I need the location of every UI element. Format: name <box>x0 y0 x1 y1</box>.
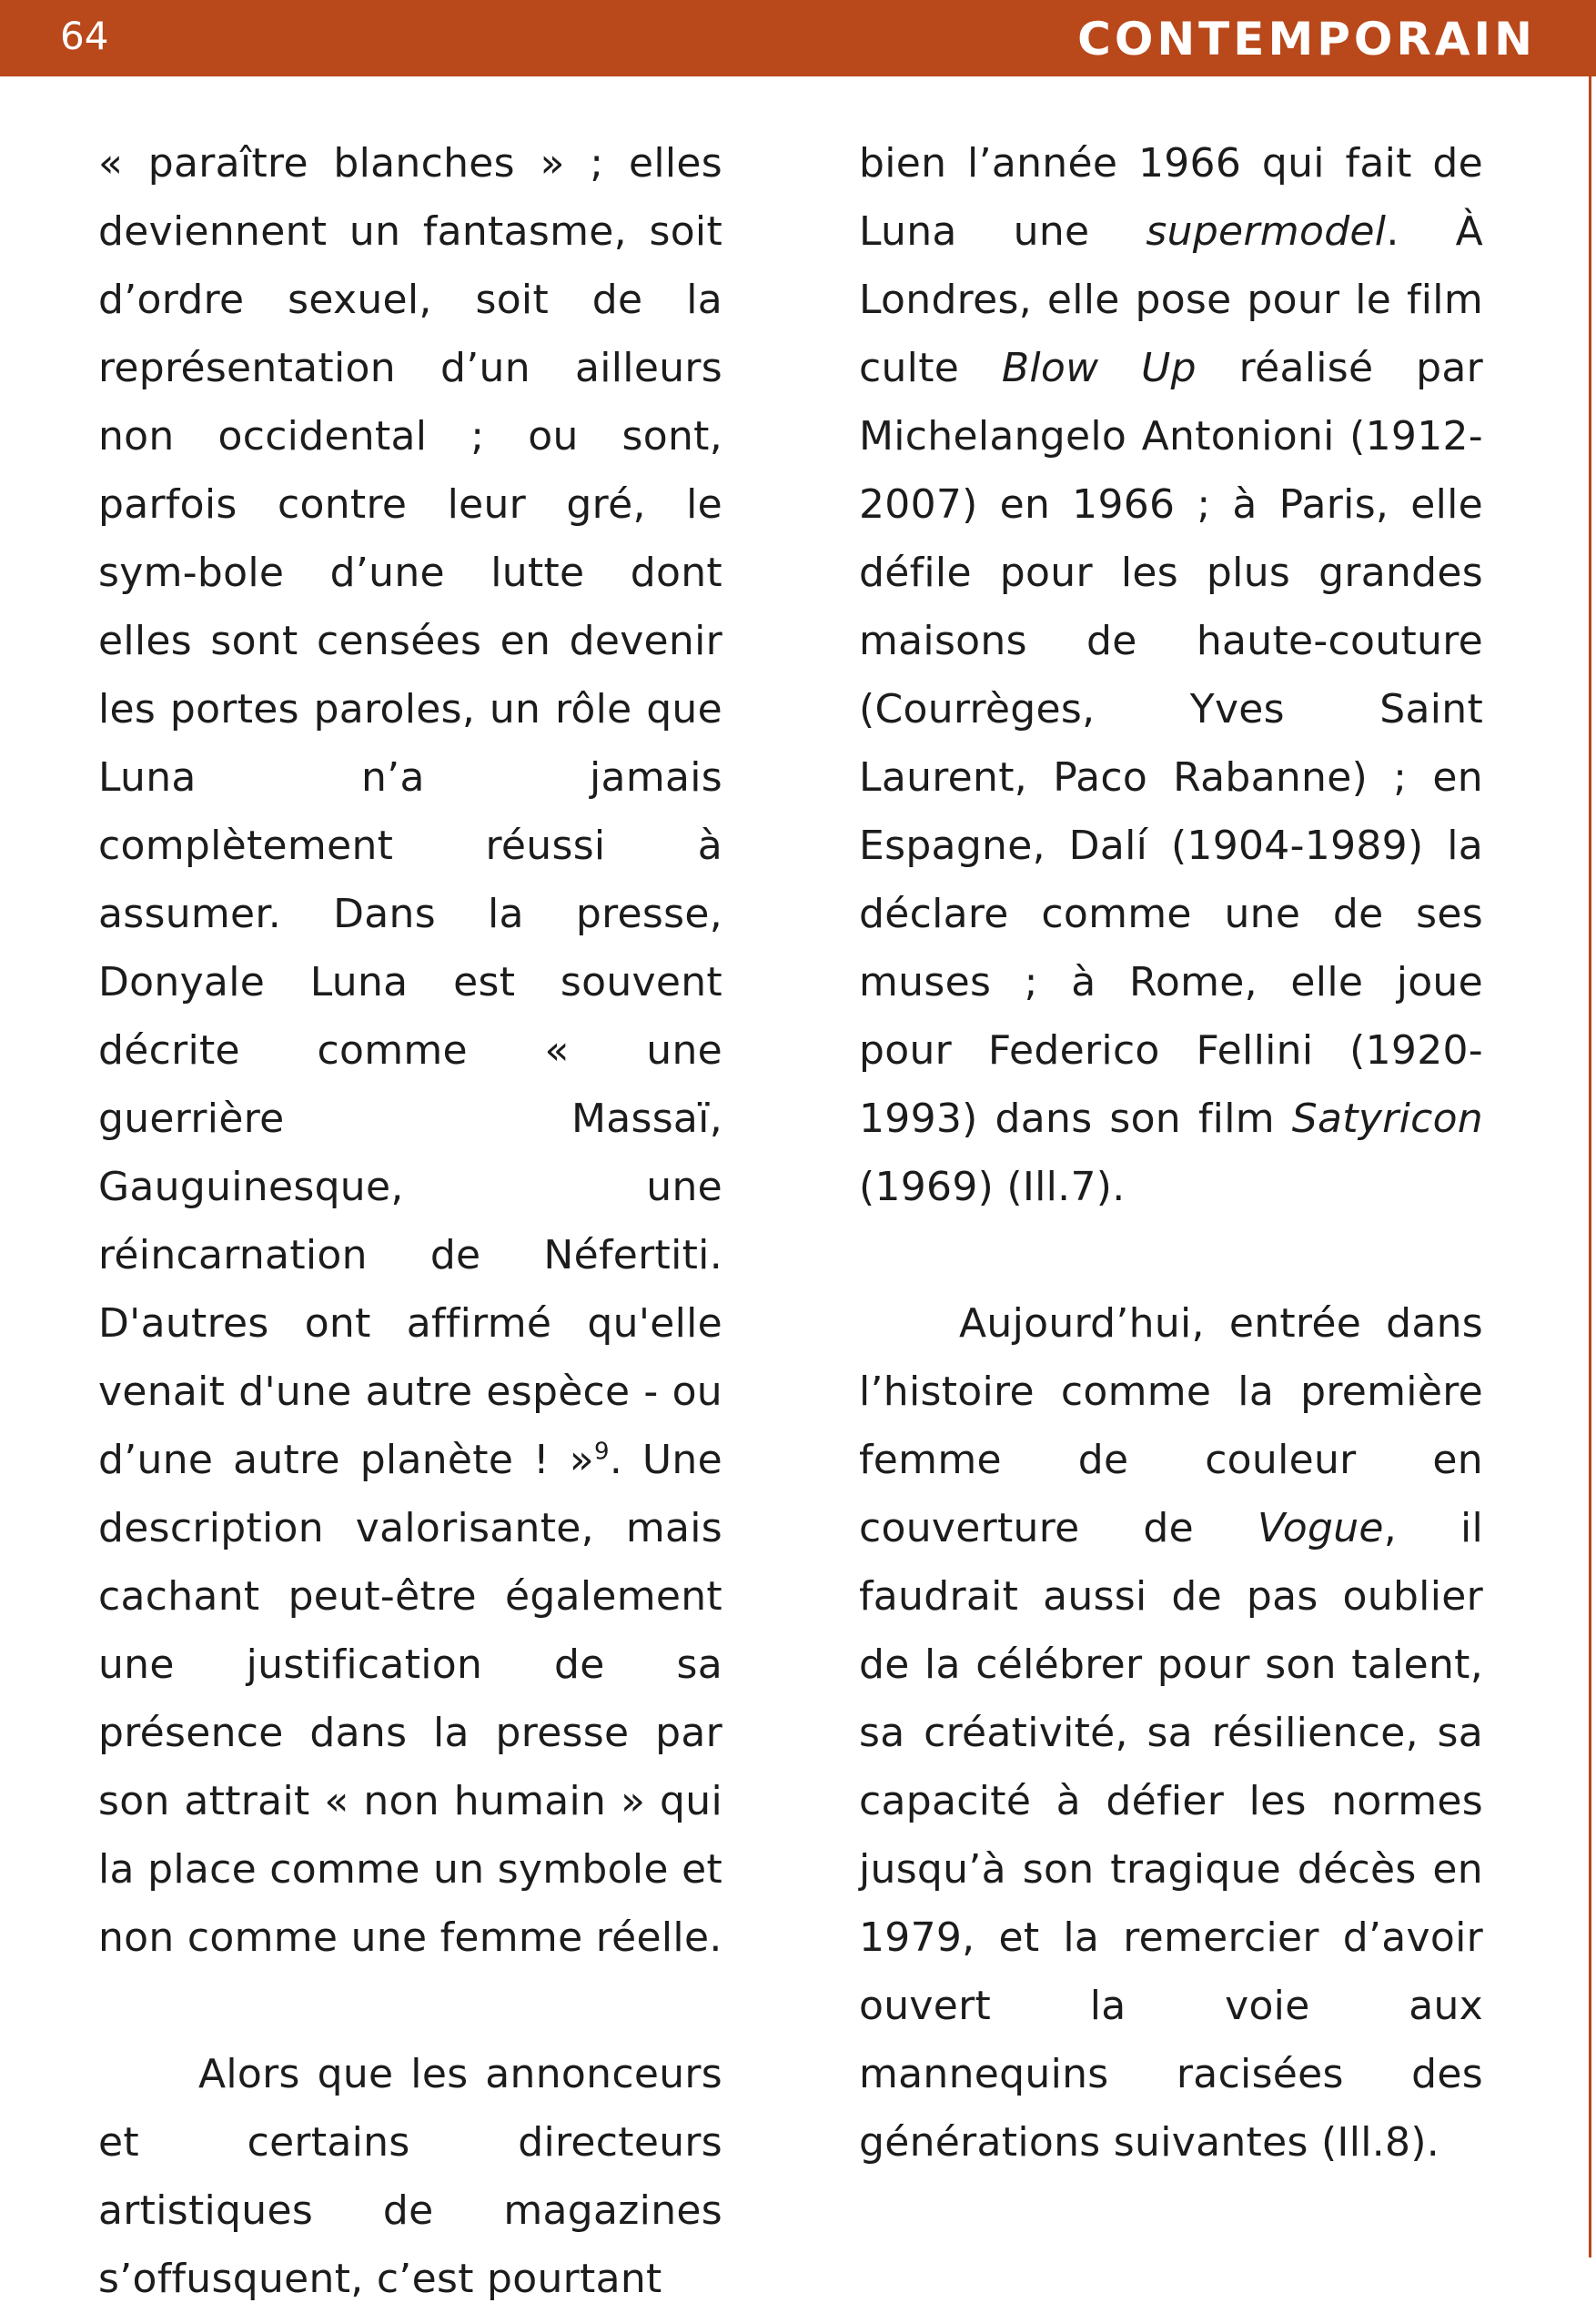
italic-term-supermodel: supermodel <box>1146 208 1387 255</box>
right-paragraph-1-text-cont: . À Londres, elle pose pour le film culte <box>859 208 1483 391</box>
right-paragraph-2 <box>859 1289 1483 2177</box>
left-column <box>98 129 722 2313</box>
header-bar <box>0 0 1596 76</box>
right-paragraph-2-text: Aujourd’hui, entrée dans l’histoire comme la première femme de couleur en couverture de <box>859 1300 1483 1551</box>
left-paragraph-1-text-cont: . Une description valorisante, mais cachant peut-être également une justification de sa présence dans la presse par son attrait « non humain » qui la place comme un symbole et non comme une femme réelle. <box>98 1437 722 1961</box>
right-paragraph-2-text-end: , il faudrait aussi de pas oublier de la célébrer pour son talent, sa créativité, sa résilience, sa capacité à défier les normes jusqu’à son tragique décès en 1979, et la remercier d’avoir ouvert la voie aux mannequins racisées des générations suivantes (Ill.8). <box>859 1505 1484 2166</box>
right-margin-rule <box>1589 76 1591 2257</box>
left-paragraph-2: Alors que les annonceurs et certains directeurs artistiques de magazines s’offusquent, c’est pourtant <box>98 2051 722 2302</box>
film-title-blow-up: Blow Up <box>1001 345 1197 391</box>
left-paragraph-1 <box>98 129 722 1972</box>
section-title: CONTEMPORAIN <box>1077 13 1536 66</box>
page-number: 64 <box>60 14 109 58</box>
right-paragraph-1-text-end: (1969) (Ill.7). <box>859 1164 1126 1210</box>
magazine-title-vogue: Vogue <box>1257 1505 1384 1551</box>
film-title-satyricon: Satyricon <box>1291 1096 1483 1142</box>
left-paragraph-1-text: « paraître blanches » ; elles deviennent un fantasme, soit d’ordre sexuel, soit de la représentation d’un ailleurs non occidental ; ou sont, parfois contre leur gré, le sym-bole d’une lutte dont elles sont censées en devenir les portes paroles, un rôle que Luna n’a jamais complètement réussi à assumer. Dans la presse, Donyale Luna est souvent décrite comme « une guerrière Massaï, Gauguinesque, une réincarnation de Néfertiti. D'autres ont affirmé qu'elle venait d'une autre espèce - ou d’une autre planète ! » <box>98 140 722 1483</box>
right-paragraph-1 <box>859 129 1483 1221</box>
footnote-reference: 9 <box>593 1438 610 1466</box>
right-paragraph-1-text-cont-2: réalisé par Michelangelo Antonioni (1912-2007) en 1966 ; à Paris, elle défile pour les plus grandes maisons de haute-couture (Courrèges, Yves Saint Laurent, Paco Rabanne) ; en Espagne, Dalí (1904-1989) la déclare comme une de ses muses ; à Rome, elle joue pour Federico Fellini (1920-1993) dans son film <box>859 345 1483 1142</box>
right-paragraph-1-text: bien l’année 1966 qui fait de Luna une <box>859 140 1483 255</box>
right-column <box>859 129 1483 2177</box>
